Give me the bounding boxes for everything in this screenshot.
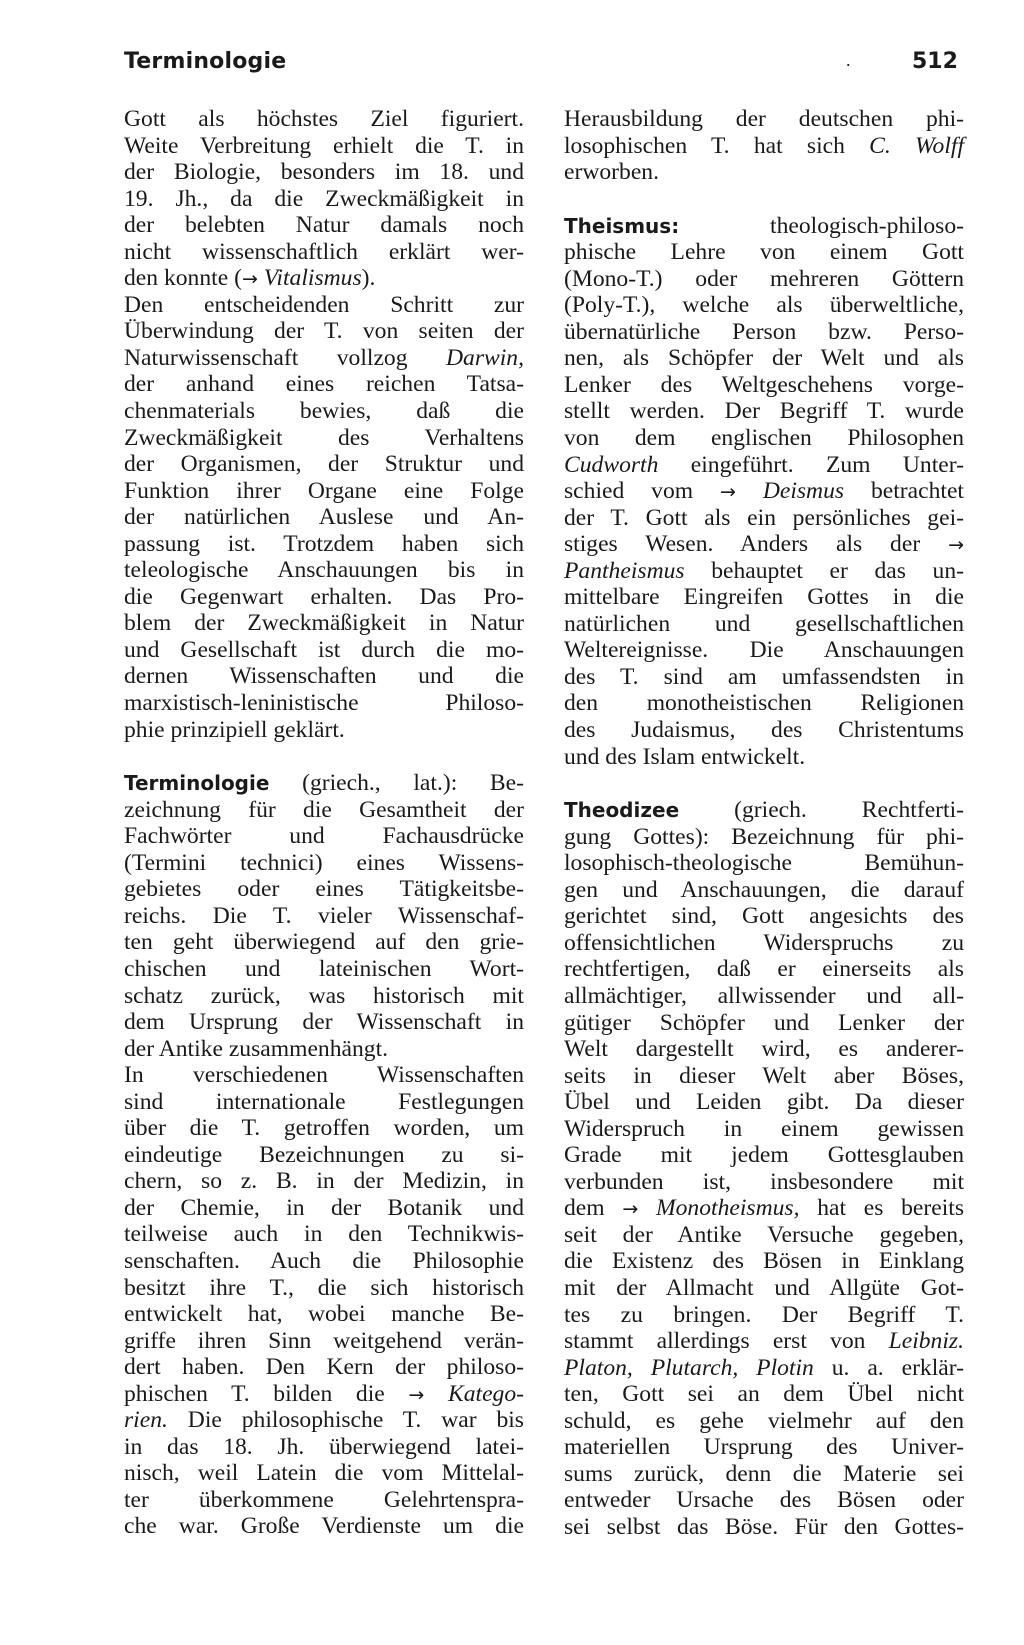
text-fragment: losophischen T. hat sich <box>564 132 845 159</box>
text-line: (Termini technici) eines Wissens- <box>124 849 524 876</box>
cross-reference-arrow-icon: → <box>622 1198 639 1221</box>
text-line <box>564 1195 964 1222</box>
text-fragment: stammt allerdings erst von <box>564 1328 866 1355</box>
text-fragment: behauptet er das un- <box>711 557 965 584</box>
text-line: der Chemie, in der Botanik und <box>124 1194 524 1221</box>
cross-reference-link[interactable]: Katego- <box>447 1380 524 1407</box>
text-line: der belebten Natur damals noch <box>124 212 524 239</box>
page-number: 512 <box>912 49 958 74</box>
text-line: che war. Große Verdienste um die <box>124 1513 524 1540</box>
continuation-paragraph <box>564 106 964 186</box>
text-fragment: theologisch-philoso- <box>770 212 964 239</box>
text-line: 19. Jh., da die Zweckmäßigkeit in <box>124 185 524 212</box>
text-line: reichs. Die T. vieler Wissenschaf- <box>124 902 524 929</box>
text-line: stellt werden. Der Begriff T. wurde <box>564 398 964 425</box>
text-line: senschaften. Auch die Philosophie <box>124 1247 524 1274</box>
running-head-title: Terminologie <box>124 49 287 74</box>
entry-headword: Theodizee <box>564 798 680 823</box>
text-line: dert haben. Den Kern der philoso- <box>124 1354 524 1381</box>
text-line: seits in dieser Welt aber Böses, <box>564 1062 964 1089</box>
text-line: gen und Anschauungen, die darauf <box>564 876 964 903</box>
text-line: besitzt ihre T., die sich historisch <box>124 1274 524 1301</box>
text-line: Gott als höchstes Ziel figuriert. <box>124 106 524 132</box>
name-reference: Cudworth <box>564 451 659 478</box>
text-line: sind internationale Festlegungen <box>124 1088 524 1115</box>
text-line: von dem englischen Philosophen <box>564 425 964 452</box>
text-line: offensichtlichen Widerspruchs zu <box>564 929 964 956</box>
text-line: rechtfertigen, daß er einerseits als <box>564 956 964 983</box>
entry-headword: Terminologie <box>124 771 270 796</box>
text-line: Überwindung der T. von seiten der <box>124 318 524 345</box>
text-fragment: dem <box>564 1195 605 1222</box>
text-line: ten, Gott sei an dem Übel nicht <box>564 1381 964 1408</box>
text-line: die Existenz des Bösen in Einklang <box>564 1248 964 1275</box>
entry-theismus <box>564 213 964 770</box>
text-line: entweder Ursache des Bösen oder <box>564 1487 964 1514</box>
text-line: tes zu bringen. Der Begriff T. <box>564 1301 964 1328</box>
text-fragment: eingeführt. Zum Unter- <box>690 451 964 478</box>
running-head-separator: . <box>846 50 851 70</box>
text-line <box>124 1381 524 1408</box>
text-fragment: phischen T. bilden die <box>124 1380 385 1407</box>
text-line: mit der Allmacht und Allgüte Got- <box>564 1274 964 1301</box>
text-line: mittelbare Eingreifen Gottes in die <box>564 584 964 611</box>
text-line: phische Lehre von einem Gott <box>564 239 964 266</box>
cross-reference-link[interactable]: Vitalismus <box>263 265 362 292</box>
text-fragment: betrachtet <box>870 478 964 505</box>
text-line: erworben. <box>564 159 659 186</box>
text-line <box>564 1355 964 1382</box>
text-line <box>124 1407 524 1434</box>
text-line: materiellen Ursprung des Univer- <box>564 1434 964 1461</box>
text-fragment: schied vom <box>564 478 694 505</box>
text-line: gütiger Schöpfer und Lenker der <box>564 1009 964 1036</box>
text-line: die Gegenwart erhalten. Das Pro- <box>124 583 524 610</box>
text-fragment: Naturwissenschaft vollzog <box>124 344 408 371</box>
text-line <box>564 452 964 479</box>
text-line: schatz zurück, was historisch mit <box>124 982 524 1009</box>
name-reference: Leibniz. <box>888 1328 964 1355</box>
text-line: chern, so z. B. in der Medizin, in <box>124 1168 524 1195</box>
text-line: nisch, weil Latein die vom Mittelal- <box>124 1460 524 1487</box>
text-line: phie prinzipiell geklärt. <box>124 716 345 743</box>
text-fragment: Die philosophische T. war bis <box>187 1407 524 1434</box>
text-line: allmächtiger, allwissender und all- <box>564 982 964 1009</box>
text-line <box>564 797 964 824</box>
entry-theodizee <box>564 797 964 1540</box>
text-line: entwickelt hat, wobei manche Be- <box>124 1301 524 1328</box>
text-line <box>564 478 964 505</box>
text-line: Fachwörter und Fachausdrücke <box>124 823 524 850</box>
text-line: der Antike zusammenhängt. <box>124 1035 389 1062</box>
text-line: gebietes oder eines Tätigkeitsbe- <box>124 876 524 903</box>
text-line: Zweckmäßigkeit des Verhaltens <box>124 424 524 451</box>
text-line: und des Islam entwickelt. <box>564 743 806 770</box>
text-line: ten geht überwiegend auf den grie- <box>124 929 524 956</box>
text-line: teilweise auch in den Technikwis- <box>124 1221 524 1248</box>
text-line: nicht wissenschaftlich erklärt wer- <box>124 238 524 265</box>
text-line: nen, als Schöpfer der Welt und als <box>564 345 964 372</box>
text-line <box>564 558 964 585</box>
text-line: In verschiedenen Wissenschaften <box>124 1062 524 1089</box>
name-reference: Platon, Plutarch, Plotin <box>564 1354 814 1381</box>
text-line <box>564 531 964 558</box>
text-line: blem der Zweckmäßigkeit in Natur <box>124 610 524 637</box>
text-line: Funktion ihrer Organe eine Folge <box>124 477 524 504</box>
text-line: Grade mit jedem Gottesglauben <box>564 1142 964 1169</box>
left-column <box>124 106 524 1540</box>
text-line <box>564 213 964 240</box>
text-line: der anhand eines reichen Tatsa- <box>124 371 524 398</box>
text-fragment: den konnte ( <box>124 265 242 292</box>
text-fragment: (griech. Rechtferti- <box>734 797 964 824</box>
text-line <box>564 1328 964 1355</box>
text-line: gung Gottes): Bezeichnung für phi- <box>564 823 964 850</box>
cross-reference-arrow-icon: → <box>720 481 736 504</box>
text-line: Welt dargestellt wird, es anderer- <box>564 1036 964 1063</box>
entry-headword: Theismus: <box>564 213 680 238</box>
text-line: über die T. getroffen worden, um <box>124 1115 524 1142</box>
text-line <box>564 133 964 160</box>
text-line: schuld, es gehe vielmehr auf den <box>564 1407 964 1434</box>
text-line: natürlichen und gesellschaftlichen <box>564 610 964 637</box>
text-line: dernen Wissenschaften und die <box>124 663 524 690</box>
continuation-paragraph <box>124 106 524 292</box>
text-line: chischen und lateinischen Wort- <box>124 955 524 982</box>
text-fragment: hat es bereits <box>817 1195 965 1222</box>
cross-reference-link[interactable]: Pantheismus <box>564 557 685 584</box>
text-line: Übel und Leiden gibt. Da dieser <box>564 1089 964 1116</box>
right-column <box>564 106 964 1540</box>
text-line: teleologische Anschauungen bis in <box>124 557 524 584</box>
text-line: Herausbildung der deutschen phi- <box>564 106 964 132</box>
text-fragment: u. a. erklär- <box>831 1354 964 1381</box>
text-line: eindeutige Bezeichnungen zu si- <box>124 1141 524 1168</box>
text-fragment: stiges Wesen. Anders als der <box>564 531 921 558</box>
text-line: des T. sind am umfassendsten in <box>564 663 964 690</box>
text-line: den monotheistischen Religionen <box>564 690 964 717</box>
text-line: Lenker des Weltgeschehens vorge- <box>564 371 964 398</box>
text-line: zeichnung für die Gesamtheit der <box>124 796 524 823</box>
text-line <box>124 770 524 797</box>
name-reference: C. Wolff <box>869 132 965 159</box>
cross-reference-link[interactable]: rien. <box>124 1407 168 1434</box>
text-line: in das 18. Jh. überwiegend latei- <box>124 1433 524 1460</box>
text-line: des Judaismus, des Christentums <box>564 717 964 744</box>
paragraph-darwin <box>124 292 524 743</box>
text-line: sei selbst das Böse. Für den Gottes- <box>564 1513 964 1540</box>
text-line: chenmaterials bewies, daß die <box>124 398 524 425</box>
text-line: verbunden ist, insbesondere mit <box>564 1168 964 1195</box>
text-line: Widerspruch in einem gewissen <box>564 1115 964 1142</box>
cross-reference-arrow-icon: → <box>241 268 258 291</box>
cross-reference-arrow-icon: → <box>948 534 964 557</box>
text-fragment: (griech., lat.): Be- <box>302 770 524 797</box>
text-line: griffe ihren Sinn weitgehend verän- <box>124 1327 524 1354</box>
cross-reference-link[interactable]: Monotheismus, <box>655 1195 800 1222</box>
text-line: seit der Antike Versuche gegeben, <box>564 1221 964 1248</box>
text-line <box>124 265 524 292</box>
text-line: marxistisch-leninistische Philoso- <box>124 690 524 717</box>
name-reference: Darwin, <box>445 344 524 371</box>
text-line: (Poly-T.), welche als überweltliche, <box>564 292 964 319</box>
text-line: (Mono-T.) oder mehreren Göttern <box>564 265 964 292</box>
cross-reference-arrow-icon: → <box>408 1383 425 1406</box>
text-line: passung ist. Trotzdem haben sich <box>124 530 524 557</box>
text-line: der natürlichen Auslese und An- <box>124 504 524 531</box>
text-line: Weltereignisse. Die Anschauungen <box>564 637 964 664</box>
text-line: der Biologie, besonders im 18. und <box>124 159 524 186</box>
text-fragment: ). <box>361 265 376 292</box>
text-line: der T. Gott als ein persönliches gei- <box>564 504 964 531</box>
text-line: übernatürliche Person bzw. Perso- <box>564 318 964 345</box>
text-line: dem Ursprung der Wissenschaft in <box>124 1009 524 1036</box>
text-line: Weite Verbreitung erhielt die T. in <box>124 132 524 159</box>
text-line: der Organismen, der Struktur und <box>124 451 524 478</box>
entry-terminologie <box>124 770 524 1540</box>
text-line: und Gesellschaft ist durch die mo- <box>124 636 524 663</box>
text-line: sums zurück, denn die Materie sei <box>564 1460 964 1487</box>
text-line: gerichtet sind, Gott angesichts des <box>564 903 964 930</box>
text-line <box>124 345 524 372</box>
text-line: ter überkommene Gelehrtenspra- <box>124 1486 524 1513</box>
cross-reference-link[interactable]: Deismus <box>762 478 845 505</box>
text-line: losophisch-theologische Bemühun- <box>564 850 964 877</box>
text-line: Den entscheidenden Schritt zur <box>124 291 524 318</box>
